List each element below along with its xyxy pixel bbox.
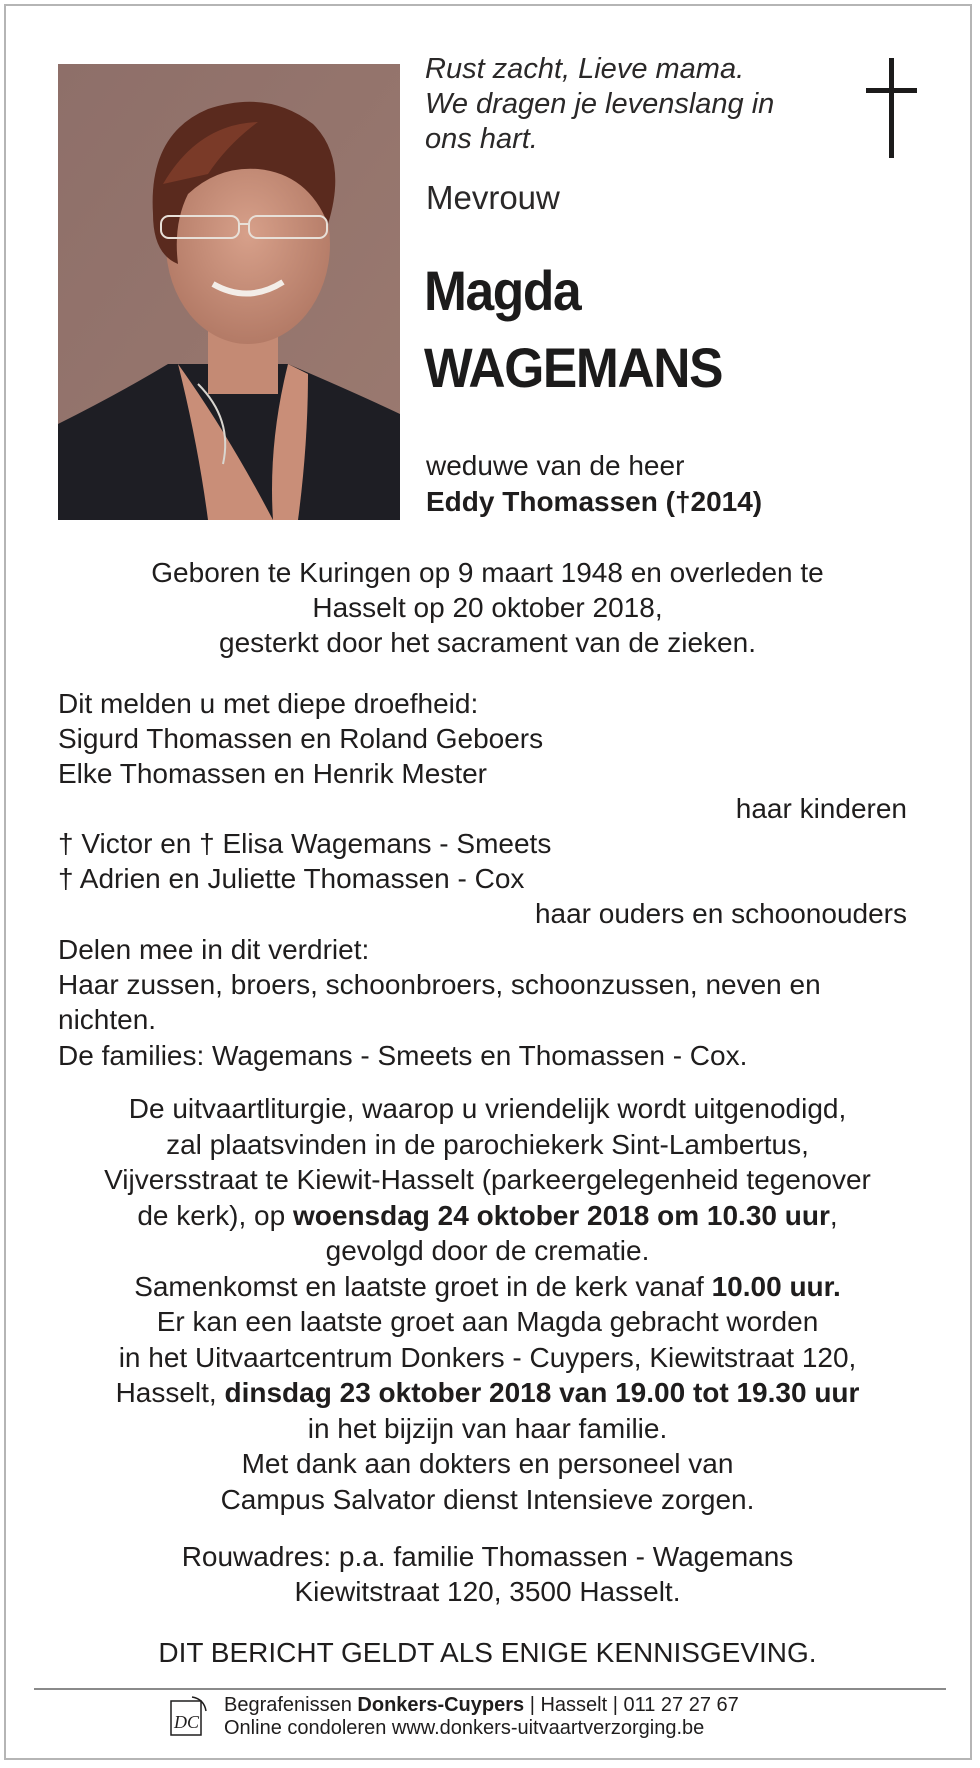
- cross-icon: [862, 58, 922, 160]
- birth-death-line: gesterkt door het sacrament van de zieken.: [219, 627, 756, 658]
- epitaph-line: ons hart.: [425, 123, 538, 155]
- parents-label: haar ouders en schoonouders: [534, 898, 907, 929]
- divider: [34, 1688, 946, 1690]
- ceremony-line: Er kan een laatste groet aan Magda gebracht worden: [156, 1306, 819, 1337]
- ceremony-line: [40, 1375, 935, 1411]
- ceremony-line: Vijversstraat te Kiewit-Hasselt (parkeergelegenheid tegenover: [104, 1164, 871, 1195]
- text: Begrafenissen: [224, 1694, 358, 1716]
- widow-info: [426, 448, 762, 520]
- widow-label: weduwe van de heer: [426, 450, 685, 481]
- viewing-date: dinsdag 23 oktober 2018 van 19.00 tot 19.30 uur: [224, 1377, 860, 1408]
- ceremony-line: gevolgd door de crematie.: [325, 1235, 650, 1266]
- epitaph: [425, 52, 825, 157]
- address-line: Rouwadres: p.a. familie Thomassen - Wagemans: [181, 1541, 794, 1572]
- ceremony-line: zal plaatsvinden in de parochiekerk Sint-Lambertus,: [166, 1128, 809, 1160]
- funeral-home-logo-icon: [170, 1695, 208, 1737]
- ceremony-line: [40, 1198, 935, 1234]
- honorific: Mevrouw: [426, 179, 560, 216]
- footer-line: [224, 1694, 739, 1717]
- ceremony-line: [40, 1269, 935, 1305]
- ceremony-line: Met dank aan dokters en personeel van: [241, 1448, 734, 1479]
- ceremony-line: De uitvaartliturgie, waarop u vriendelijk wordt uitgenodigd,: [128, 1093, 847, 1124]
- last-name: WAGEMANS: [424, 336, 723, 399]
- ceremony-line: Campus Salvator dienst Intensieve zorgen.: [220, 1483, 755, 1515]
- announcement-intro: Dit melden u met diepe droefheid:: [58, 688, 479, 719]
- families-line: De families: Wagemans - Smeets en Thomassen - Cox.: [58, 1040, 748, 1071]
- portrait-photo: [58, 64, 400, 520]
- text: | Hasselt | 011 27 27 67: [524, 1694, 739, 1716]
- brand-name: Donkers-Cuypers: [357, 1694, 525, 1716]
- ceremony-details: [40, 1091, 935, 1517]
- parent-line: † Adrien en Juliette Thomassen - Cox: [58, 863, 525, 894]
- text: Samenkomst en laatste groet in de kerk vanaf: [134, 1270, 712, 1302]
- text: Hasselt,: [115, 1377, 225, 1408]
- spouse-name: Eddy Thomassen (†2014): [426, 486, 763, 517]
- birth-death-line: Hasselt op 20 oktober 2018,: [312, 592, 663, 623]
- parent-line: † Victor en † Elisa Wagemans - Smeets: [58, 828, 552, 859]
- birth-death-line: Geboren te Kuringen op 9 maart 1948 en overleden te: [151, 557, 824, 588]
- share-intro: Delen mee in dit verdriet:: [58, 934, 370, 965]
- children-label: haar kinderen: [735, 793, 907, 824]
- relatives-line: nichten.: [58, 1004, 157, 1035]
- footer-website: Online condoleren www.donkers-uitvaartverzorging.be: [224, 1717, 705, 1739]
- epitaph-line: We dragen je levenslang in: [425, 88, 775, 120]
- first-name: Magda: [424, 259, 581, 322]
- ceremony-line: in het bijzijn van haar familie.: [307, 1412, 668, 1444]
- notice: DIT BERICHT GELDT ALS ENIGE KENNISGEVING.: [158, 1637, 817, 1668]
- logo-letters: DC: [174, 1712, 200, 1732]
- address-line: Kiewitstraat 120, 3500 Hasselt.: [294, 1576, 681, 1607]
- epitaph-line: Rust zacht, Lieve mama.: [425, 53, 745, 85]
- text: ,: [829, 1199, 838, 1231]
- ceremony-line: in het Uitvaartcentrum Donkers - Cuypers, Kiewitstraat 120,: [118, 1341, 857, 1373]
- funeral-date: woensdag 24 oktober 2018 om 10.30 uur: [292, 1199, 830, 1231]
- gathering-time: 10.00 uur.: [711, 1270, 841, 1302]
- relatives-line: Haar zussen, broers, schoonbroers, schoonzussen, neven en: [58, 969, 821, 1000]
- child-line: Elke Thomassen en Henrik Mester: [58, 758, 487, 789]
- footer-info: [224, 1694, 739, 1740]
- child-line: Sigurd Thomassen en Roland Geboers: [58, 723, 544, 754]
- text: de kerk), op: [137, 1199, 293, 1231]
